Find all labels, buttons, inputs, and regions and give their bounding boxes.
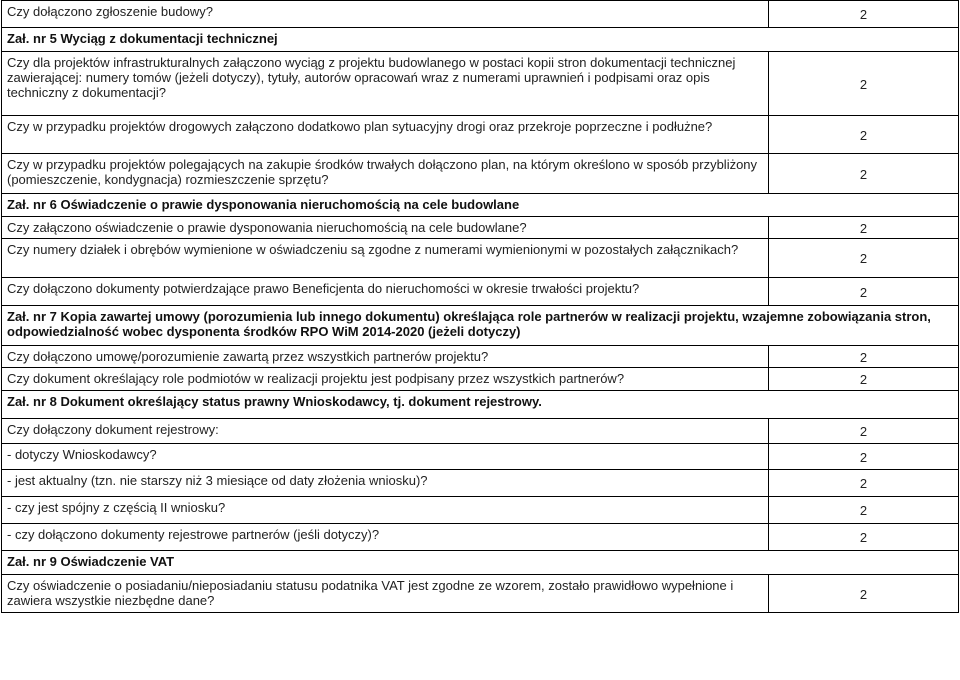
score-cell: 2	[769, 346, 959, 368]
table-row	[2, 239, 959, 278]
score-cell: 2	[769, 368, 959, 391]
question-cell: - jest aktualny (tzn. nie starszy niż 3 miesiące od daty złożenia wniosku)?	[2, 470, 769, 497]
score-cell: 2	[769, 1, 959, 28]
score-cell: 2	[769, 217, 959, 239]
section-title: Zał. nr 7 Kopia zawartej umowy (porozumienia lub innego dokumentu) określająca role partnerów w realizacji projektu, wzajemne zobowiązania stron, odpowiedzialność wobec dysponenta środków RPO WiM 2014-2020 (jeżeli dotyczy)	[2, 306, 959, 346]
question-cell: Czy w przypadku projektów polegających na zakupie środków trwałych dołączono plan, na którym określono w sposób przybliżony (pomieszczenie, kondygnacja) rozmieszczenie sprzętu?	[2, 154, 769, 194]
table-row	[2, 154, 959, 194]
question-cell: - dotyczy Wnioskodawcy?	[2, 444, 769, 470]
table-row	[2, 368, 959, 391]
table-row	[2, 278, 959, 306]
score-cell: 2	[769, 239, 959, 278]
table-row	[2, 1, 959, 28]
section-title: Zał. nr 5 Wyciąg z dokumentacji technicznej	[2, 28, 959, 52]
score-cell: 2	[769, 154, 959, 194]
table-row	[2, 419, 959, 444]
section-title: Zał. nr 9 Oświadczenie VAT	[2, 551, 959, 575]
table-row	[2, 346, 959, 368]
table-row	[2, 575, 959, 613]
question-cell: Czy dołączony dokument rejestrowy:	[2, 419, 769, 444]
score-cell: 2	[769, 419, 959, 444]
score-cell: 2	[769, 575, 959, 613]
section-header	[2, 391, 959, 419]
score-cell: 2	[769, 470, 959, 497]
section-title: Zał. nr 8 Dokument określający status prawny Wnioskodawcy, tj. dokument rejestrowy.	[2, 391, 959, 419]
score-cell: 2	[769, 116, 959, 154]
section-header	[2, 551, 959, 575]
question-cell: Czy dołączono dokumenty potwierdzające prawo Beneficjenta do nieruchomości w okresie trwałości projektu?	[2, 278, 769, 306]
table-row	[2, 116, 959, 154]
table-row	[2, 217, 959, 239]
table-row	[2, 444, 959, 470]
question-cell: Czy dla projektów infrastrukturalnych załączono wyciąg z projektu budowlanego w postaci kopii stron dokumentacji technicznej zawierającej: numery tomów (jeżeli dotyczy), tytuły, autorów opracowań wraz z numerami uprawnień i podpisami oraz opis techniczny z dokumentacji?	[2, 52, 769, 116]
table-row	[2, 470, 959, 497]
score-cell: 2	[769, 524, 959, 551]
question-cell: Czy dokument określający role podmiotów w realizacji projektu jest podpisany przez wszystkich partnerów?	[2, 368, 769, 391]
score-cell: 2	[769, 444, 959, 470]
score-cell: 2	[769, 497, 959, 524]
question-cell: Czy dołączono umowę/porozumienie zawartą przez wszystkich partnerów projektu?	[2, 346, 769, 368]
question-cell: Czy w przypadku projektów drogowych załączono dodatkowo plan sytuacyjny drogi oraz przekroje poprzeczne i podłużne?	[2, 116, 769, 154]
score-cell: 2	[769, 278, 959, 306]
question-cell: - czy dołączono dokumenty rejestrowe partnerów (jeśli dotyczy)?	[2, 524, 769, 551]
question-cell: Czy załączono oświadczenie o prawie dysponowania nieruchomością na cele budowlane?	[2, 217, 769, 239]
question-cell: Czy numery działek i obrębów wymienione w oświadczeniu są zgodne z numerami wymienionymi w pozostałych załącznikach?	[2, 239, 769, 278]
checklist-table	[1, 0, 959, 613]
table-row	[2, 524, 959, 551]
score-cell: 2	[769, 52, 959, 116]
question-cell: Czy oświadczenie o posiadaniu/nieposiadaniu statusu podatnika VAT jest zgodne ze wzorem, zostało prawidłowo wypełnione i zawiera wszystkie niezbędne dane?	[2, 575, 769, 613]
table-row	[2, 497, 959, 524]
section-title: Zał. nr 6 Oświadczenie o prawie dysponowania nieruchomością na cele budowlane	[2, 194, 959, 217]
section-header	[2, 28, 959, 52]
question-cell: Czy dołączono zgłoszenie budowy?	[2, 1, 769, 28]
question-cell: - czy jest spójny z częścią II wniosku?	[2, 497, 769, 524]
table-row	[2, 52, 959, 116]
section-header	[2, 306, 959, 346]
section-header	[2, 194, 959, 217]
